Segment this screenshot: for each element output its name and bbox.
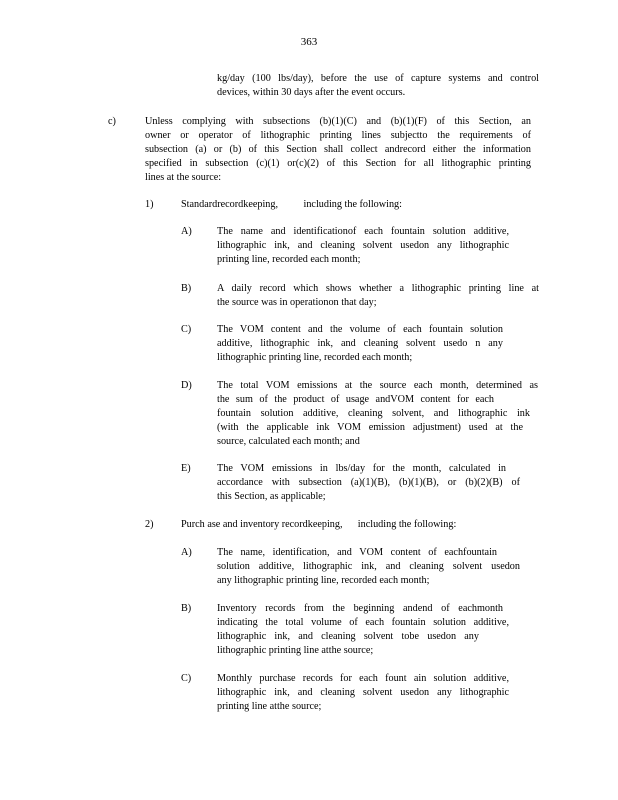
- item-1e-paragraph: [217, 462, 520, 504]
- item-1a-paragraph: [217, 225, 509, 267]
- text-line: Inventory records from the beginning andend of eachmonth: [217, 603, 503, 614]
- text-line: lithographic ink, and cleaning solvent usedon any lithographic: [217, 686, 509, 698]
- text-line: Monthly purchase records for each fount ain solution additive,: [217, 673, 509, 684]
- item-1c-paragraph: [217, 323, 503, 365]
- page-number: 363: [300, 36, 318, 48]
- item-1-label: 1): [145, 199, 154, 210]
- item-1d-label: D): [181, 380, 192, 391]
- text-line: The VOM content and the volume of each fountain solution: [217, 324, 503, 335]
- text-line: lines at the source:: [145, 171, 222, 183]
- text-line: this Section, as applicable;: [217, 490, 326, 502]
- item-1a-label: A): [181, 226, 192, 237]
- item-1e-label: E): [181, 463, 191, 474]
- continuation-paragraph: [217, 72, 539, 100]
- text-line: kg/day (100 lbs/day), before the use of capture systems and control: [217, 73, 539, 84]
- text-line: The VOM emissions in lbs/day for the month, calculated in: [217, 463, 506, 474]
- text-line: Unless complying with subsections (b)(1)(C) and (b)(1)(F) of this Section, an: [145, 116, 531, 127]
- item-2-heading: Purch ase and inventory recordkeeping, including the following:: [181, 519, 457, 530]
- text-line: indicating the total volume of each fountain solution additive,: [217, 616, 509, 628]
- item-2c-label: C): [181, 673, 192, 684]
- text-line: additive, lithographic ink, and cleaning solvent usedo n any: [217, 337, 503, 349]
- item-2a-label: A): [181, 547, 192, 558]
- text-line: printing line, recorded each month;: [217, 253, 361, 265]
- item-2c-paragraph: [217, 672, 509, 714]
- text-line: source, calculated each month; and: [217, 435, 360, 447]
- item-1-heading: Standardrecordkeeping, including the following:: [181, 199, 402, 210]
- text-line: specified in subsection (c)(1) or(c)(2) of this Section for all lithographic printing: [145, 157, 531, 169]
- text-line: lithographic ink, and cleaning solvent usedon any lithographic: [217, 239, 509, 251]
- text-line: The total VOM emissions at the source each month, determined as: [217, 380, 538, 391]
- item-1d-paragraph: [217, 379, 538, 449]
- section-c-label: c): [108, 116, 116, 127]
- text-line: fountain solution additive, cleaning solvent, and lithographic ink: [217, 407, 530, 419]
- item-2a-paragraph: [217, 546, 520, 588]
- item-1b-paragraph: [217, 282, 539, 310]
- text-line: lithographic ink, and cleaning solvent tobe usedon any: [217, 630, 479, 642]
- text-line: The name and identificationof each fountain solution additive,: [217, 226, 509, 237]
- text-line: owner or operator of lithographic printing lines subjectto the requirements of: [145, 129, 531, 141]
- text-line: A daily record which shows whether a lithographic printing line at: [217, 283, 539, 294]
- item-2-label: 2): [145, 519, 154, 530]
- item-1c-label: C): [181, 324, 192, 335]
- text-line: accordance with subsection (a)(1)(B), (b)(1)(B), or (b)(2)(B) of: [217, 476, 520, 488]
- text-line: any lithographic printing line, recorded each month;: [217, 574, 430, 586]
- text-line: lithographic printing line atthe source;: [217, 644, 374, 656]
- text-line: devices, within 30 days after the event occurs.: [217, 86, 406, 98]
- text-line: the sum of the product of usage andVOM content for each: [217, 393, 494, 405]
- text-line: (with the applicable ink VOM emission adjustment) used at the: [217, 421, 523, 433]
- item-1b-label: B): [181, 283, 192, 294]
- text-line: solution additive, lithographic ink, and cleaning solvent usedon: [217, 560, 520, 572]
- text-line: the source was in operationon that day;: [217, 296, 377, 308]
- item-2b-label: B): [181, 603, 192, 614]
- text-line: lithographic printing line, recorded each month;: [217, 351, 413, 363]
- section-c-paragraph: [145, 115, 531, 185]
- text-line: The name, identification, and VOM content of eachfountain: [217, 547, 497, 558]
- text-line: subsection (a) or (b) of this Section shall collect andrecord either the information: [145, 143, 531, 155]
- item-2b-paragraph: [217, 602, 509, 658]
- text-line: printing line atthe source;: [217, 700, 322, 712]
